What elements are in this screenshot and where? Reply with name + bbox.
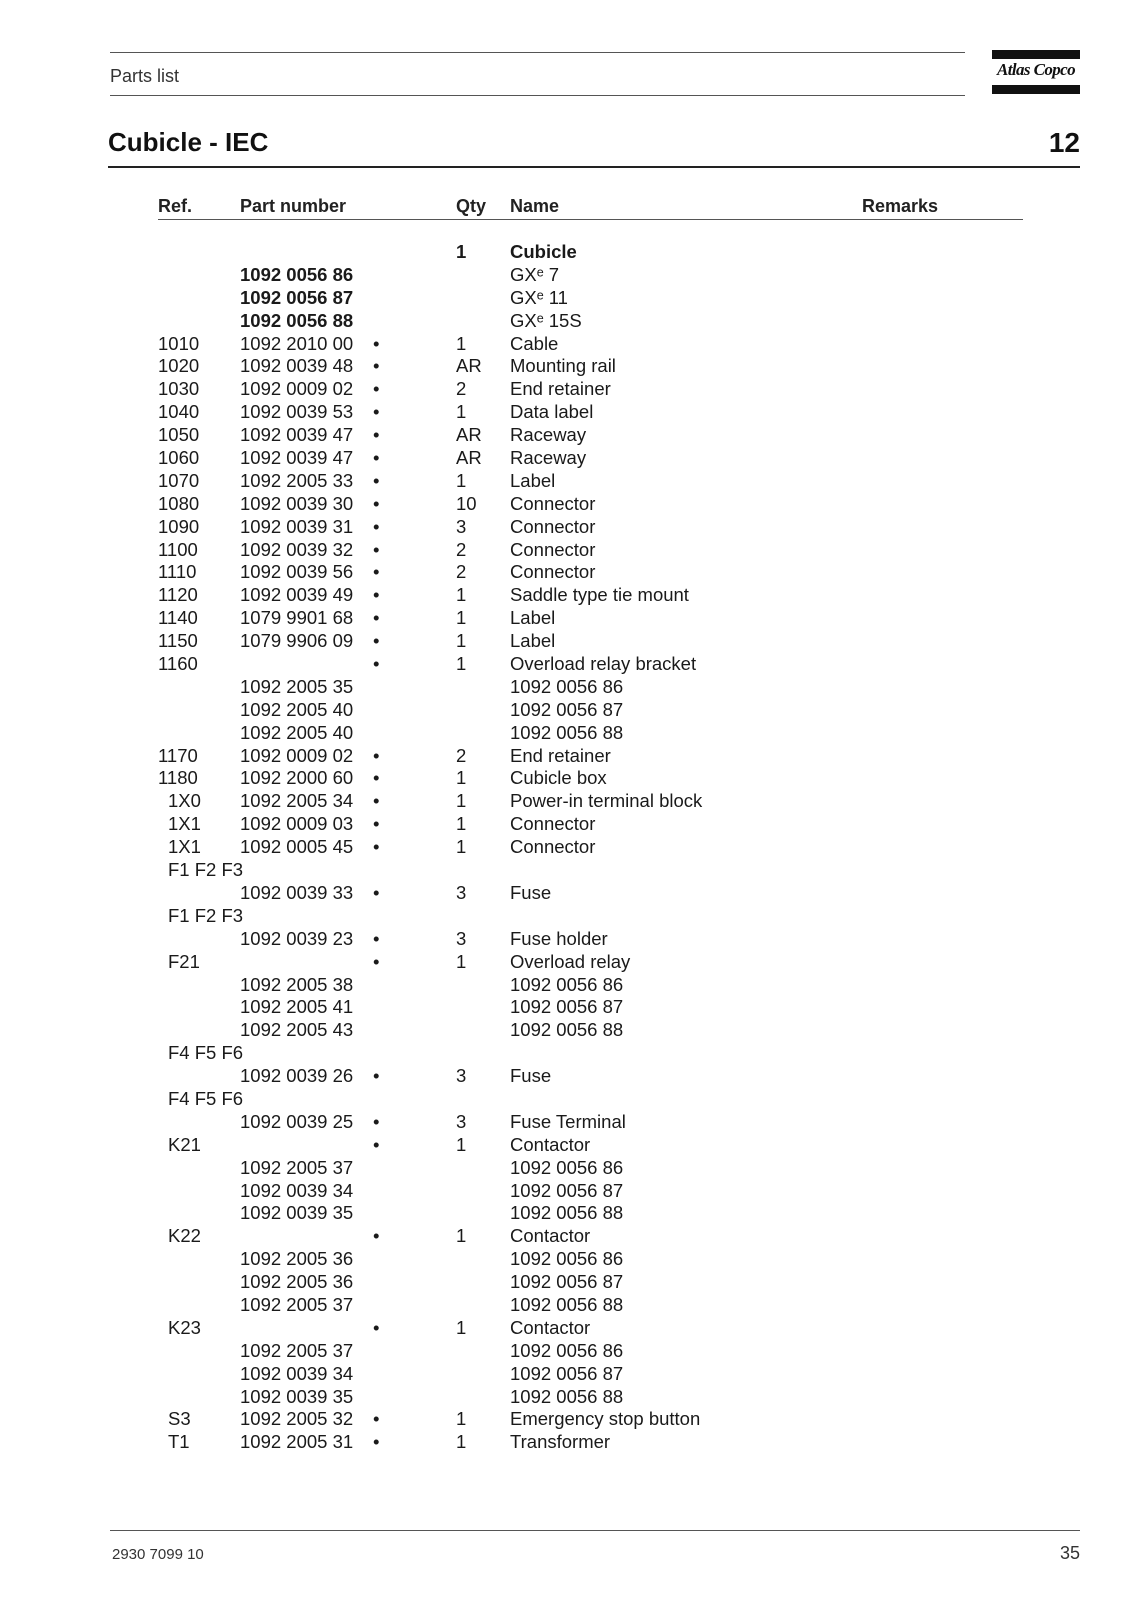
qty-cell: 1 xyxy=(456,630,467,652)
qty-cell: AR xyxy=(456,355,482,377)
table-row xyxy=(0,928,1131,951)
table-row xyxy=(0,1202,1131,1225)
column-header-qty: Qty xyxy=(456,196,487,216)
name-cell: End retainer xyxy=(510,378,611,400)
name-cell: Raceway xyxy=(510,424,587,446)
table-row xyxy=(0,447,1131,470)
part-number-cell: 1092 2005 36 xyxy=(240,1248,354,1270)
ref-cell: 1020 xyxy=(158,355,200,377)
part-number-cell: 1092 2005 40 xyxy=(240,721,354,743)
qty-cell: 3 xyxy=(456,881,467,903)
ref-cell: 1040 xyxy=(158,401,200,423)
table-row xyxy=(0,1431,1131,1454)
table-row xyxy=(0,1065,1131,1088)
ref-cell: 1150 xyxy=(158,630,198,652)
name-cell: Label xyxy=(510,630,556,652)
table-row xyxy=(0,630,1131,653)
part-number-cell: 1092 2005 37 xyxy=(240,1293,354,1315)
table-row xyxy=(0,516,1131,539)
ref-cell: 1080 xyxy=(158,492,200,514)
table-row xyxy=(0,401,1131,424)
part-number-cell: 1092 0039 56 xyxy=(240,561,354,583)
part-number-cell: 1092 2005 33 xyxy=(240,469,354,491)
table-row xyxy=(0,1340,1131,1363)
bullet-cell: • xyxy=(373,950,380,972)
part-number-cell: 1092 2005 35 xyxy=(240,675,354,697)
name-cell: Connector xyxy=(510,538,596,560)
part-number-cell: 1092 0039 26 xyxy=(240,1065,354,1087)
ref-cell: K23 xyxy=(168,1316,201,1338)
name-cell: Transformer xyxy=(510,1431,611,1453)
table-row xyxy=(0,767,1131,790)
name-cell: Cable xyxy=(510,332,559,354)
table-row xyxy=(0,1386,1131,1409)
name-cell: GXᵉ 7 xyxy=(510,263,560,285)
part-number-cell: 1092 0005 45 xyxy=(240,836,354,858)
bullet-cell: • xyxy=(373,630,380,652)
bullet-cell: • xyxy=(373,881,380,903)
ref-cell: 1090 xyxy=(158,515,200,537)
bullet-cell: • xyxy=(373,378,380,400)
bullet-cell: • xyxy=(373,332,380,354)
table-row xyxy=(0,333,1131,356)
logo-top-bar xyxy=(992,50,1080,59)
ref-cell: F21 xyxy=(168,950,200,972)
name-cell: Contactor xyxy=(510,1133,591,1155)
part-number-cell: 1092 0056 87 xyxy=(240,286,354,308)
qty-cell: 1 xyxy=(456,607,467,629)
part-number-cell: 1092 2005 31 xyxy=(240,1431,354,1453)
ref-cell: 1100 xyxy=(158,538,198,560)
column-header-name: Name xyxy=(510,196,560,216)
table-row xyxy=(0,1408,1131,1431)
table-row xyxy=(0,722,1131,745)
table-row xyxy=(0,813,1131,836)
part-number-cell: 1092 0039 31 xyxy=(240,515,354,537)
qty-cell: 1 xyxy=(456,1316,467,1338)
column-header-part-number: Part number xyxy=(240,196,347,216)
part-number-cell: 1092 0009 03 xyxy=(240,813,354,835)
part-number-cell: 1092 2005 43 xyxy=(240,1019,354,1041)
qty-cell: 3 xyxy=(456,927,467,949)
part-number-cell: 1092 0009 02 xyxy=(240,378,354,400)
table-row xyxy=(0,378,1131,401)
name-cell: Saddle type tie mount xyxy=(510,584,689,606)
part-number-cell: 1092 0039 33 xyxy=(240,881,354,903)
bullet-cell: • xyxy=(373,607,380,629)
ref-cell: F1 F2 F3 xyxy=(168,859,244,881)
bullet-cell: • xyxy=(373,836,380,858)
logo-wordmark: Atlas Copco xyxy=(997,60,1075,79)
qty-cell: 2 xyxy=(456,561,467,583)
header-bottom-rule xyxy=(110,95,965,96)
name-cell: Contactor xyxy=(510,1225,591,1247)
name-cell: Cubicle xyxy=(510,241,577,262)
name-cell: Connector xyxy=(510,492,596,514)
bullet-cell: • xyxy=(373,424,380,446)
table-row xyxy=(0,1248,1131,1271)
table-row xyxy=(0,676,1131,699)
ref-cell: 1010 xyxy=(158,332,200,354)
qty-cell: 3 xyxy=(456,515,467,537)
name-cell: Overload relay bracket xyxy=(510,653,697,675)
name-cell: 1092 0056 86 xyxy=(510,1248,624,1270)
name-cell: GXᵉ 11 xyxy=(510,286,568,308)
name-cell: Contactor xyxy=(510,1316,591,1338)
qty-cell: 1 xyxy=(456,813,467,835)
part-number-cell: 1092 0039 48 xyxy=(240,355,354,377)
part-number-cell: 1092 0009 02 xyxy=(240,744,354,766)
ref-cell: 1180 xyxy=(158,767,198,789)
name-cell: Raceway xyxy=(510,447,587,469)
table-row xyxy=(0,310,1131,333)
table-row xyxy=(0,1042,1131,1065)
name-cell: Emergency stop button xyxy=(510,1408,701,1430)
table-row xyxy=(0,493,1131,516)
name-cell: 1092 0056 86 xyxy=(510,1339,624,1361)
table-row xyxy=(0,1271,1131,1294)
bullet-cell: • xyxy=(373,1110,380,1132)
column-header-rule xyxy=(158,219,1023,220)
bullet-cell: • xyxy=(373,492,380,514)
table-row xyxy=(0,584,1131,607)
title-rule xyxy=(108,166,1080,168)
table-row xyxy=(0,607,1131,630)
ref-cell: 1050 xyxy=(158,424,200,446)
name-cell: Label xyxy=(510,469,556,491)
qty-cell: 1 xyxy=(456,1225,467,1247)
table-row xyxy=(0,699,1131,722)
part-number-cell: 1092 2005 36 xyxy=(240,1271,354,1293)
ref-cell: 1120 xyxy=(158,584,198,606)
bullet-cell: • xyxy=(373,584,380,606)
part-number-cell: 1092 2010 00 xyxy=(240,332,354,354)
table-row xyxy=(0,424,1131,447)
table-row xyxy=(0,1019,1131,1042)
ref-cell: F4 F5 F6 xyxy=(168,1042,244,1064)
qty-cell: 1 xyxy=(456,241,467,262)
bullet-cell: • xyxy=(373,813,380,835)
name-cell: 1092 0056 86 xyxy=(510,1156,624,1178)
qty-cell: 3 xyxy=(456,1110,467,1132)
part-number-cell: 1092 2005 32 xyxy=(240,1408,354,1430)
qty-cell: 1 xyxy=(456,653,467,675)
part-number-cell: 1092 0039 32 xyxy=(240,538,354,560)
part-number-cell: 1092 0039 34 xyxy=(240,1362,354,1384)
table-row xyxy=(0,241,1131,264)
table-row xyxy=(0,539,1131,562)
name-cell: 1092 0056 87 xyxy=(510,698,624,720)
table-row xyxy=(0,561,1131,584)
part-number-cell: 1092 2005 37 xyxy=(240,1339,354,1361)
part-number-cell: 1092 0039 53 xyxy=(240,401,354,423)
table-row xyxy=(0,470,1131,493)
part-number-cell: 1092 0039 47 xyxy=(240,424,354,446)
name-cell: 1092 0056 87 xyxy=(510,1362,624,1384)
bullet-cell: • xyxy=(373,355,380,377)
logo-bottom-bar xyxy=(992,85,1080,94)
name-cell: Fuse xyxy=(510,881,552,903)
column-header-ref: Ref. xyxy=(158,196,193,216)
qty-cell: 1 xyxy=(456,1133,467,1155)
name-cell: End retainer xyxy=(510,744,611,766)
name-cell: Overload relay xyxy=(510,950,631,972)
name-cell: Connector xyxy=(510,515,596,537)
qty-cell: 1 xyxy=(456,469,467,491)
part-number-cell: 1079 9901 68 xyxy=(240,607,354,629)
part-number-cell: 1092 0039 23 xyxy=(240,927,354,949)
qty-cell: 3 xyxy=(456,1065,467,1087)
name-cell: 1092 0056 86 xyxy=(510,973,624,995)
name-cell: 1092 0056 88 xyxy=(510,1202,624,1224)
table-row xyxy=(0,745,1131,768)
name-cell: 1092 0056 88 xyxy=(510,1385,624,1407)
name-cell: Fuse Terminal xyxy=(510,1110,626,1132)
qty-cell: 1 xyxy=(456,1431,467,1453)
part-number-cell: 1079 9906 09 xyxy=(240,630,354,652)
bullet-cell: • xyxy=(373,401,380,423)
qty-cell: 1 xyxy=(456,401,467,423)
table-row xyxy=(0,1363,1131,1386)
part-number-cell: 1092 2000 60 xyxy=(240,767,354,789)
table-row xyxy=(0,264,1131,287)
bullet-cell: • xyxy=(373,1431,380,1453)
part-number-cell: 1092 2005 34 xyxy=(240,790,354,812)
table-row xyxy=(0,1111,1131,1134)
bullet-cell: • xyxy=(373,538,380,560)
qty-cell: 1 xyxy=(456,790,467,812)
parts-table xyxy=(0,241,1131,1454)
table-row xyxy=(0,836,1131,859)
qty-cell: 10 xyxy=(456,492,477,514)
qty-cell: 1 xyxy=(456,767,467,789)
ref-cell: F1 F2 F3 xyxy=(168,904,244,926)
footer-rule xyxy=(110,1530,1080,1531)
table-row xyxy=(0,355,1131,378)
bullet-cell: • xyxy=(373,744,380,766)
bullet-cell: • xyxy=(373,1316,380,1338)
document-number: 2930 7099 10 xyxy=(112,1546,204,1563)
qty-cell: AR xyxy=(456,447,482,469)
name-cell: GXᵉ 15S xyxy=(510,309,582,331)
part-number-cell: 1092 0056 88 xyxy=(240,309,354,331)
ref-cell: 1X1 xyxy=(168,836,201,858)
name-cell: 1092 0056 87 xyxy=(510,1271,624,1293)
header-label: Parts list xyxy=(110,66,180,86)
qty-cell: 1 xyxy=(456,584,467,606)
table-row xyxy=(0,859,1131,882)
bullet-cell: • xyxy=(373,767,380,789)
ref-cell: F4 F5 F6 xyxy=(168,1087,244,1109)
bullet-cell: • xyxy=(373,790,380,812)
table-row xyxy=(0,1180,1131,1203)
qty-cell: 2 xyxy=(456,538,467,560)
part-number-cell: 1092 2005 38 xyxy=(240,973,354,995)
qty-cell: AR xyxy=(456,424,482,446)
ref-cell: 1X1 xyxy=(168,813,201,835)
ref-cell: 1060 xyxy=(158,447,200,469)
ref-cell: 1110 xyxy=(158,561,197,583)
name-cell: 1092 0056 87 xyxy=(510,1179,624,1201)
ref-cell: 1140 xyxy=(158,607,198,629)
bullet-cell: • xyxy=(373,561,380,583)
page-number: 35 xyxy=(1059,1543,1080,1563)
ref-cell: 1170 xyxy=(158,744,198,766)
name-cell: 1092 0056 86 xyxy=(510,675,624,697)
qty-cell: 1 xyxy=(456,1408,467,1430)
table-row xyxy=(0,287,1131,310)
name-cell: Label xyxy=(510,607,556,629)
bullet-cell: • xyxy=(373,1225,380,1247)
ref-cell: 1070 xyxy=(158,469,200,491)
table-row xyxy=(0,1317,1131,1340)
part-number-cell: 1092 0056 86 xyxy=(240,263,354,285)
qty-cell: 2 xyxy=(456,744,467,766)
part-number-cell: 1092 2005 37 xyxy=(240,1156,354,1178)
part-number-cell: 1092 2005 40 xyxy=(240,698,354,720)
qty-cell: 1 xyxy=(456,950,467,972)
name-cell: Connector xyxy=(510,836,596,858)
name-cell: Connector xyxy=(510,813,596,835)
name-cell: Power-in terminal block xyxy=(510,790,703,812)
name-cell: Fuse xyxy=(510,1065,552,1087)
part-number-cell: 1092 0039 35 xyxy=(240,1385,354,1407)
ref-cell: 1X0 xyxy=(168,790,201,812)
table-row xyxy=(0,1134,1131,1157)
bullet-cell: • xyxy=(373,1408,380,1430)
part-number-cell: 1092 0039 25 xyxy=(240,1110,354,1132)
qty-cell: 1 xyxy=(456,332,467,354)
bullet-cell: • xyxy=(373,469,380,491)
ref-cell: K22 xyxy=(168,1225,201,1247)
table-row xyxy=(0,905,1131,928)
ref-cell: K21 xyxy=(168,1133,201,1155)
bullet-cell: • xyxy=(373,447,380,469)
table-row xyxy=(0,974,1131,997)
name-cell: Data label xyxy=(510,401,594,423)
bullet-cell: • xyxy=(373,653,380,675)
part-number-cell: 1092 0039 35 xyxy=(240,1202,354,1224)
name-cell: 1092 0056 88 xyxy=(510,1293,624,1315)
name-cell: Connector xyxy=(510,561,596,583)
table-row xyxy=(0,882,1131,905)
name-cell: Mounting rail xyxy=(510,355,616,377)
part-number-cell: 1092 2005 41 xyxy=(240,996,354,1018)
section-number: 12 xyxy=(1048,127,1080,158)
brand-logo xyxy=(992,50,1080,94)
name-cell: 1092 0056 88 xyxy=(510,721,624,743)
table-row xyxy=(0,996,1131,1019)
bullet-cell: • xyxy=(373,927,380,949)
table-row xyxy=(0,653,1131,676)
part-number-cell: 1092 0039 49 xyxy=(240,584,354,606)
bullet-cell: • xyxy=(373,1133,380,1155)
ref-cell: 1160 xyxy=(158,653,198,675)
table-row xyxy=(0,1225,1131,1248)
page-title: Cubicle - IEC xyxy=(108,127,269,157)
part-number-cell: 1092 0039 47 xyxy=(240,447,354,469)
table-row xyxy=(0,1157,1131,1180)
name-cell: Cubicle box xyxy=(510,767,607,789)
qty-cell: 2 xyxy=(456,378,467,400)
part-number-cell: 1092 0039 30 xyxy=(240,492,354,514)
table-row xyxy=(0,951,1131,974)
name-cell: 1092 0056 87 xyxy=(510,996,624,1018)
bullet-cell: • xyxy=(373,515,380,537)
name-cell: 1092 0056 88 xyxy=(510,1019,624,1041)
bullet-cell: • xyxy=(373,1065,380,1087)
qty-cell: 1 xyxy=(456,836,467,858)
name-cell: Fuse holder xyxy=(510,927,608,949)
header-top-rule xyxy=(110,52,965,53)
ref-cell: 1030 xyxy=(158,378,200,400)
ref-cell: T1 xyxy=(168,1431,190,1453)
table-row xyxy=(0,1294,1131,1317)
table-row xyxy=(0,1088,1131,1111)
column-header-remarks: Remarks xyxy=(862,196,939,216)
ref-cell: S3 xyxy=(168,1408,191,1430)
part-number-cell: 1092 0039 34 xyxy=(240,1179,354,1201)
table-row xyxy=(0,790,1131,813)
